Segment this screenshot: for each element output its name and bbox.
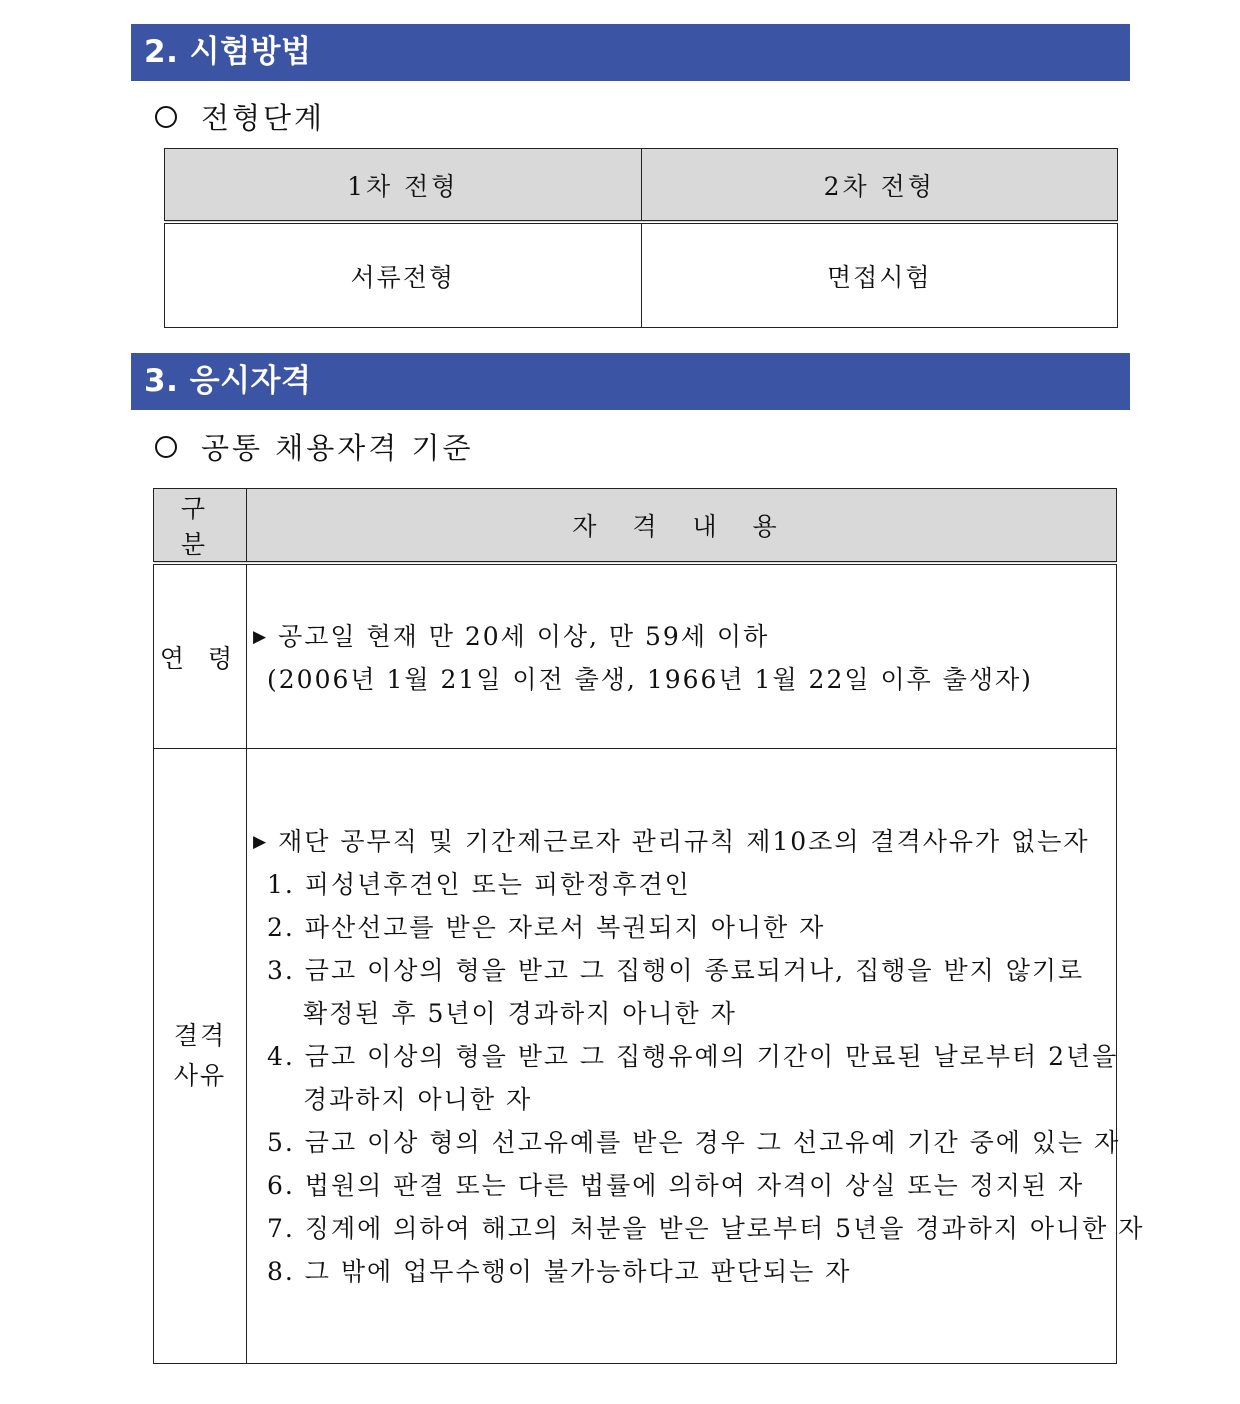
list-item: 8. 그 밖에 업무수행이 불가능하다고 판단되는 자 (267, 1257, 852, 1286)
disqualification-label-2: 사유 (173, 1061, 227, 1090)
header-cell-category: 구 분 (154, 489, 247, 564)
subtitle-text: 전형단계 (201, 101, 326, 135)
age-label: 연 령 (154, 563, 247, 749)
intro-text: 재단 공무직 및 기간제근로자 관리규칙 제10조의 결격사유가 없는자 (278, 827, 1090, 856)
table-header-row (165, 149, 1118, 223)
list-item: 5. 금고 이상 형의 선고유예를 받은 경우 그 선고유예 기간 중에 있는 자 (267, 1128, 1121, 1157)
age-text-1: 공고일 현재 만 20세 이상, 만 59세 이하 (278, 622, 770, 651)
list-item: 3. 금고 이상의 형을 받고 그 집행이 종료되거나, 집행을 받지 않기로 (267, 956, 1085, 985)
age-line-1 (247, 615, 1116, 658)
disqualification-label-1: 결격 (173, 1021, 227, 1050)
table-header-row (154, 489, 1117, 564)
disqualification-label (154, 749, 247, 1364)
cell-interview: 면접시험 (641, 222, 1118, 328)
triangle-bullet-icon: ▶ (253, 627, 269, 647)
table-row-disqualification (154, 749, 1117, 1364)
disqualification-intro (247, 820, 1116, 863)
table-row-age (154, 563, 1117, 749)
list-item-continued: 경과하지 아니한 자 (303, 1085, 533, 1114)
list-item: 6. 법원의 판결 또는 다른 법률에 의하여 자격이 상실 또는 정지된 자 (267, 1171, 1085, 1200)
section-2-title: 2. 시험방법 (131, 24, 1130, 81)
age-line-2: (2006년 1월 21일 이전 출생, 1966년 1월 22일 이후 출생자) (267, 665, 1033, 694)
list-item: 1. 피성년후견인 또는 피한정후견인 (267, 870, 691, 899)
section-2-subtitle (155, 96, 325, 137)
section-3-subtitle (155, 426, 474, 467)
circle-bullet-icon (155, 436, 177, 458)
list-item-continued: 확정된 후 5년이 경과하지 아니한 자 (303, 999, 737, 1028)
cell-document-screening: 서류전형 (165, 222, 642, 328)
section-3-title: 3. 응시자격 (131, 353, 1130, 410)
list-item: 7. 징계에 의하여 해고의 처분을 받은 날로부터 5년을 경과하지 아니한 자 (267, 1214, 1145, 1243)
circle-bullet-icon (155, 106, 177, 128)
subtitle-text: 공통 채용자격 기준 (201, 431, 474, 465)
triangle-bullet-icon: ▶ (253, 832, 269, 852)
header-cell-second-stage: 2차 전형 (641, 149, 1118, 223)
header-cell-qualification: 자 격 내 용 (247, 489, 1117, 564)
list-item: 2. 파산선고를 받은 자로서 복권되지 아니한 자 (267, 913, 826, 942)
list-item: 4. 금고 이상의 형을 받고 그 집행유예의 기간이 만료된 날로부터 2년을 (267, 1042, 1119, 1071)
age-content (247, 563, 1117, 749)
table-row (165, 222, 1118, 328)
eligibility-table (153, 488, 1145, 1364)
disqualification-content (247, 749, 1145, 1364)
header-cell-first-stage: 1차 전형 (165, 149, 642, 223)
selection-stage-table (164, 148, 1118, 328)
